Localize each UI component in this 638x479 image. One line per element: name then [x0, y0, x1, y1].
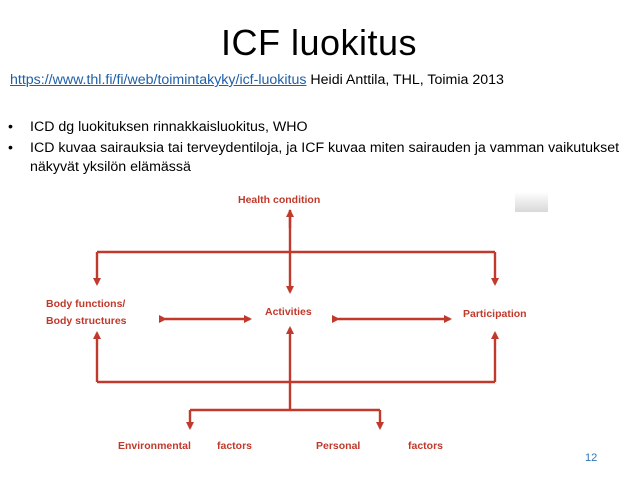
bullet-text: ICD dg luokituksen rinnakkaisluokitus, WHO	[30, 119, 308, 135]
label-participation: Participation	[463, 308, 527, 320]
icf-link[interactable]: https://www.thl.fi/fi/web/toimintakyky/icf-luokitus	[10, 72, 307, 88]
page-number: 12	[585, 452, 598, 464]
bullet-text: ICD kuvaa sairauksia tai terveydentiloja, ja ICF kuvaa miten sairauden ja vamman vaikutukset näkyvät yksilön elämässä	[30, 140, 620, 175]
slide-title: ICF luokitus	[220, 22, 418, 63]
bullet-item	[8, 139, 628, 177]
label-body-functions: Body functions/	[46, 298, 126, 310]
icf-diagram	[0, 188, 638, 468]
source-credit: Heidi Anttila, THL, Toimia 2013	[306, 72, 504, 88]
source-line	[10, 72, 638, 88]
bullet-list	[8, 118, 628, 179]
label-health-condition: Health condition	[238, 194, 321, 206]
label-body-structures: Body structures	[46, 315, 127, 327]
label-activities: Activities	[265, 306, 312, 318]
bullet-item	[8, 118, 628, 137]
label-environmental: Environmental	[118, 440, 191, 452]
label-environmental-factors: factors	[217, 440, 253, 452]
label-personal: Personal	[316, 440, 361, 452]
bullet-marker: •	[8, 140, 13, 156]
label-personal-factors: factors	[408, 440, 444, 452]
bullet-marker: •	[8, 119, 13, 135]
